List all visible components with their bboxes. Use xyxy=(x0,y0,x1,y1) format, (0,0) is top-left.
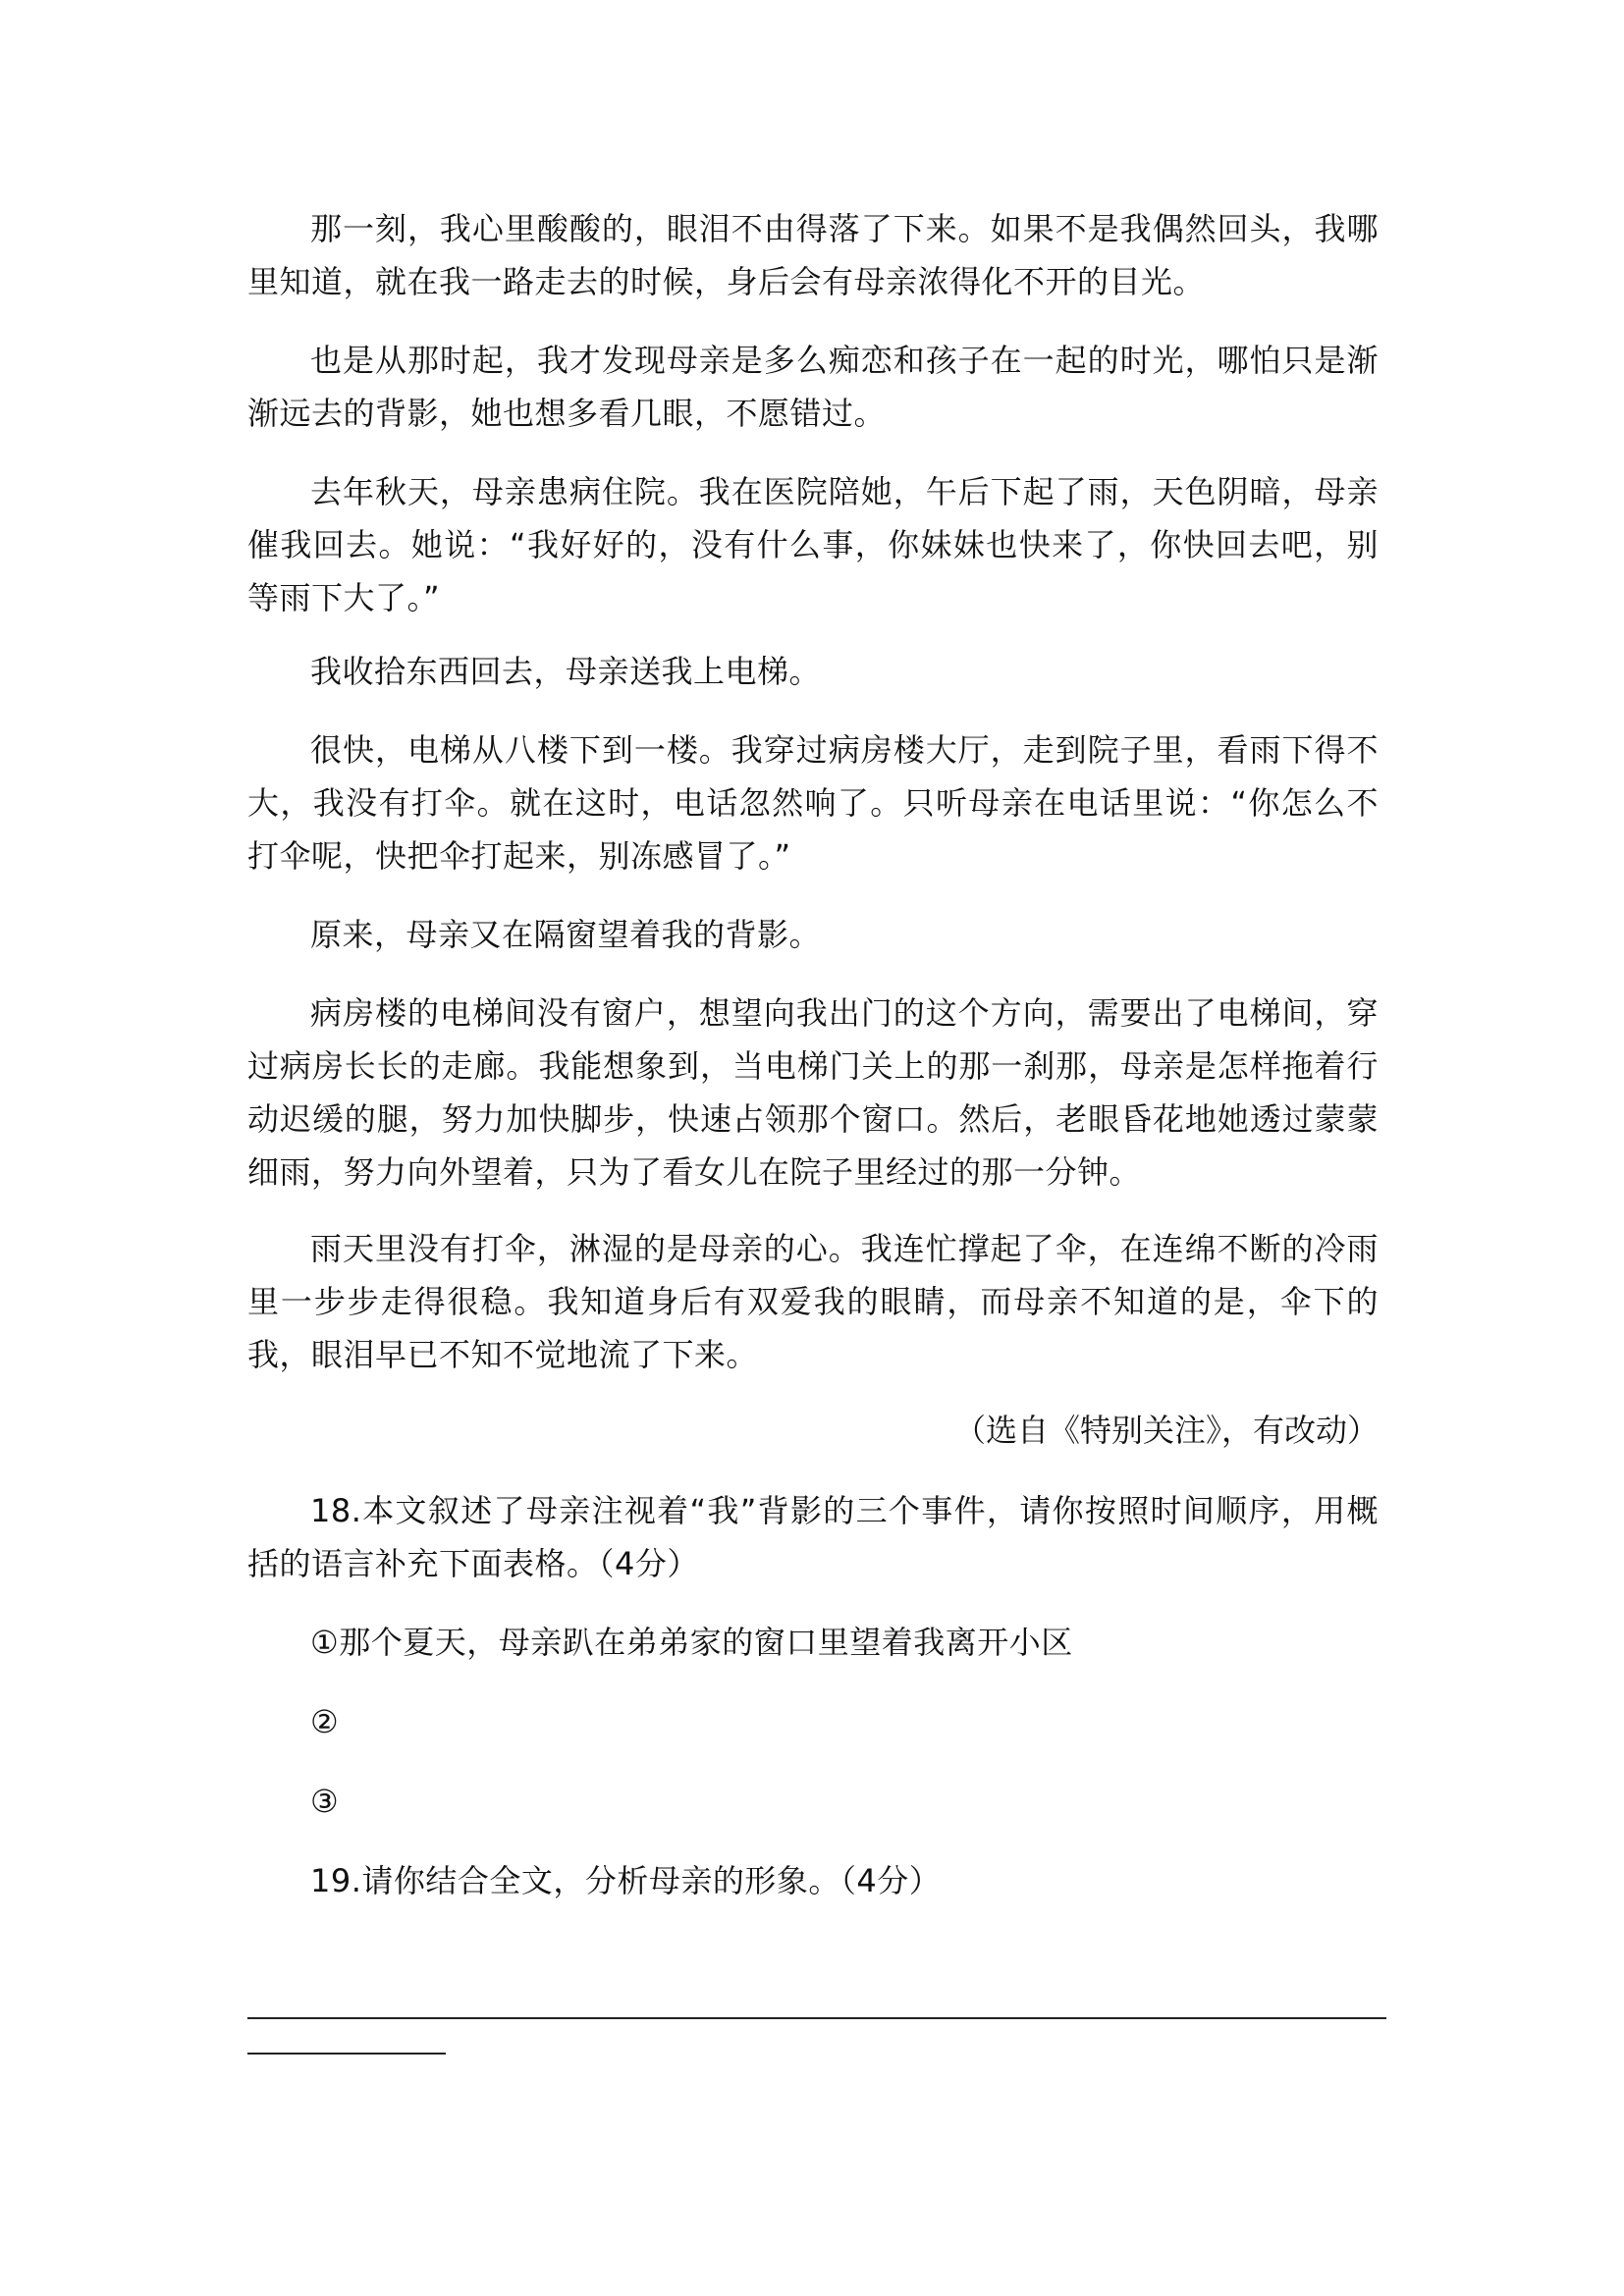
answer-item-1: ①那个夏天，母亲趴在弟弟家的窗口里望着我离开小区 xyxy=(310,1624,1073,1661)
answer-line-short xyxy=(247,2053,446,2055)
source-citation: （选自《特别关注》，有改动） xyxy=(953,1412,1379,1449)
paragraph-7: 病房楼的电梯间没有窗户，想望向我出门的这个方向，需要出了电梯间，穿过病房长长的走廊。我能想象到，当电梯门关上的那一刹那，母亲是怎样拖着行动迟缓的腿，努力加快脚步，快速占领那个窗口。然后，老眼昏花地她透过蒙蒙细雨，努力向外望着，只为了看女儿在院子里经过的那一分钟。 xyxy=(247,994,1379,1191)
answer-line xyxy=(247,2017,1386,2019)
paragraph-5: 很快，电梯从八楼下到一楼。我穿过病房楼大厅，走到院子里，看雨下得不大，我没有打伞。就在这时，电话忽然响了。只听母亲在电话里说：“你怎么不打伞呢，快把伞打起来，别冻感冒了。” xyxy=(247,731,1379,875)
paragraph-3: 去年秋天，母亲患病住院。我在医院陪她，午后下起了雨，天色阴暗，母亲催我回去。她说：“我好好的，没有什么事，你妹妹也快来了，你快回去吧，别等雨下大了。” xyxy=(247,473,1379,616)
paragraph-8: 雨天里没有打伞，淋湿的是母亲的心。我连忙撑起了伞，在连绵不断的冷雨里一步步走得很稳。我知道身后有双爱我的眼睛，而母亲不知道的是，伞下的我，眼泪早已不知不觉地流了下来。 xyxy=(247,1230,1379,1373)
paragraph-6: 原来，母亲又在隔窗望着我的背影。 xyxy=(310,916,822,953)
question-18: 18.本文叙述了母亲注视着“我”背影的三个事件，请你按照时间顺序，用概括的语言补充下面表格。（4分） xyxy=(247,1492,1379,1582)
question-19: 19.请你结合全文，分析母亲的形象。（4分） xyxy=(310,1862,942,1899)
paragraph-4: 我收拾东西回去，母亲送我上电梯。 xyxy=(310,653,822,690)
paragraph-1: 那一刻，我心里酸酸的，眼泪不由得落了下来。如果不是我偶然回头，我哪里知道，就在我一路走去的时候，身后会有母亲浓得化不开的目光。 xyxy=(247,210,1379,300)
paragraph-2: 也是从那时起，我才发现母亲是多么痴恋和孩子在一起的时光，哪怕只是渐渐远去的背影，她也想多看几眼，不愿错过。 xyxy=(247,342,1379,432)
answer-item-2: ② xyxy=(310,1703,340,1740)
answer-item-3: ③ xyxy=(310,1783,340,1820)
